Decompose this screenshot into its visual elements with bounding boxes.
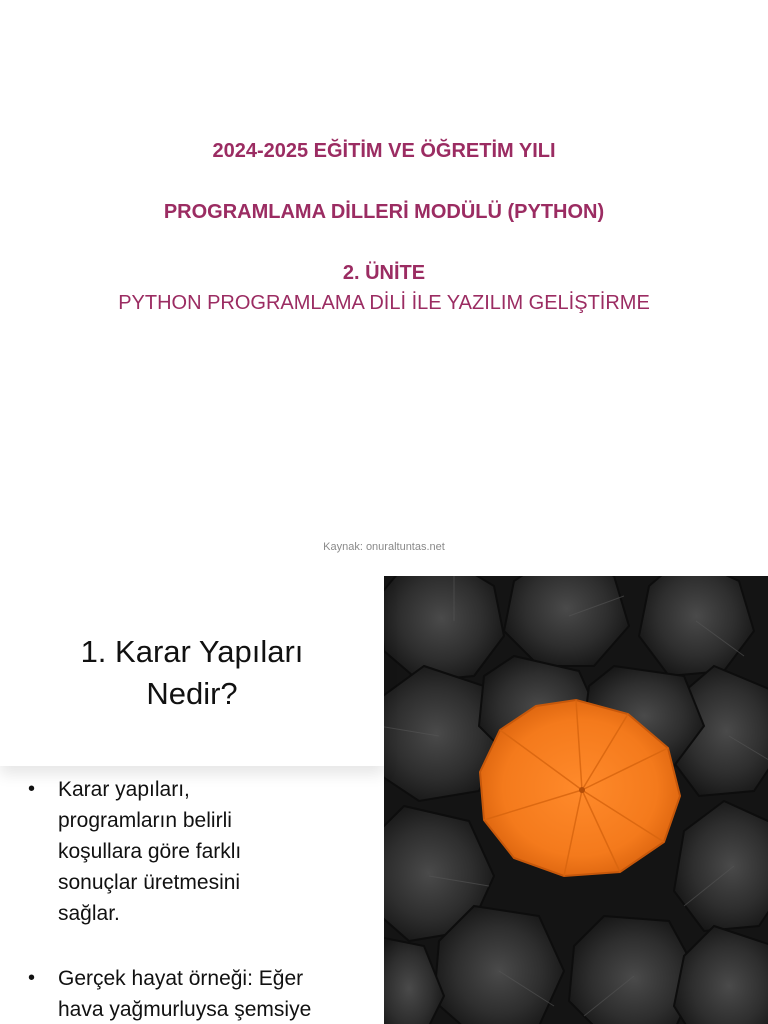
bullet-text: [58, 963, 311, 1024]
source-credit: Kaynak: onuraltuntas.net: [323, 541, 445, 553]
content-slide: [0, 576, 768, 1024]
bullet-line: hava yağmurluysa şemsiye: [58, 998, 312, 1021]
bullet-line: sağlar.: [58, 902, 120, 925]
bullet-line: Karar yapıları,: [58, 778, 190, 801]
bullet-dot-icon: •: [28, 778, 36, 800]
academic-year-title: 2024-2025 EĞİTİM VE ÖĞRETİM YILI: [212, 140, 556, 162]
unit-subtitle: PYTHON PROGRAMLAMA DİLİ İLE YAZILIM GELİŞTİRME: [118, 292, 650, 314]
bullet-item: [28, 963, 358, 1024]
bullet-line: programların belirli: [58, 809, 232, 832]
bullet-line: sonuçlar üretmesini: [58, 871, 241, 894]
bullet-line: koşullara göre farklı: [58, 840, 242, 863]
bullet-text: [58, 774, 241, 929]
bullet-list: [28, 774, 358, 1024]
slide-title-line-2: Nedir?: [146, 676, 238, 711]
slide-title-panel: [0, 576, 384, 766]
umbrella-image-icon: [384, 576, 768, 1024]
title-block: [0, 136, 768, 318]
bullet-item: [28, 774, 358, 929]
slide-title: [81, 627, 304, 715]
bullet-line: Gerçek hayat örneği: Eğer: [58, 967, 304, 990]
umbrella-photo: [384, 576, 768, 1024]
slide-title-line-1: 1. Karar Yapıları: [80, 634, 304, 669]
module-title: PROGRAMLAMA DİLLERİ MODÜLÜ (PYTHON): [163, 201, 605, 223]
bullet-dot-icon: •: [28, 967, 36, 989]
unit-number: 2. ÜNİTE: [342, 262, 426, 284]
